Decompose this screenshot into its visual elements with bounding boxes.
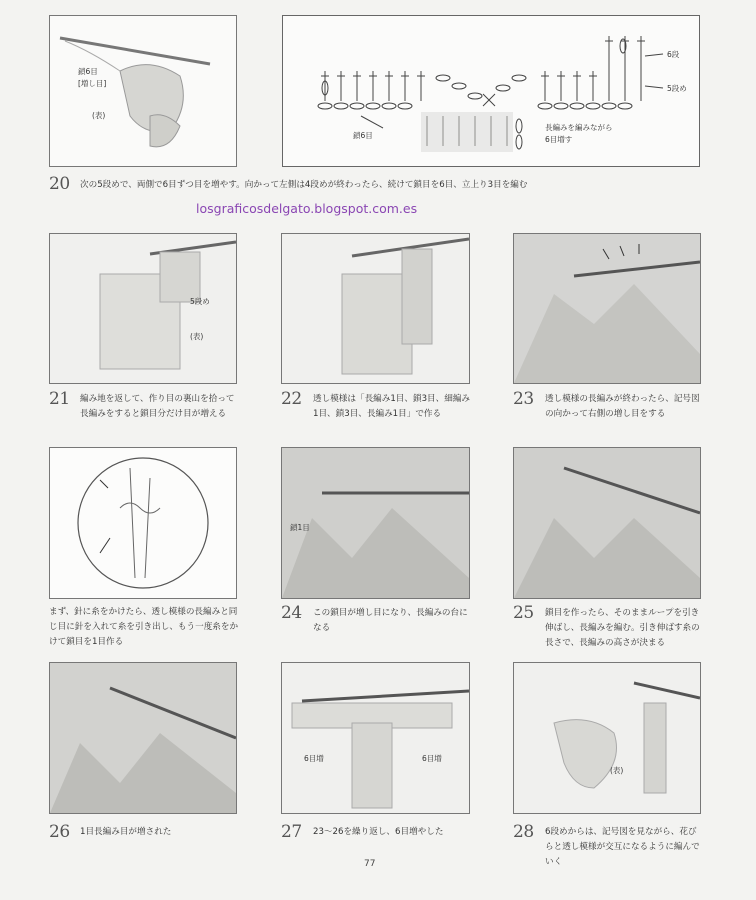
label-row5: 5段め xyxy=(667,84,687,93)
page-number: 77 xyxy=(364,859,376,869)
label-chain6: 鎖6目 xyxy=(78,67,98,76)
step-text: 編み地を返して、作り目の裏山を拾って長編みをすると鎖目分だけ目が増える xyxy=(80,394,235,419)
photo-step-24 xyxy=(281,447,470,599)
step-number: 21 xyxy=(49,389,70,409)
step-text: 透し模様は「長編み1目、鎖3目、細編み1目、鎖3目、長編み1目」で作る xyxy=(313,394,471,419)
label-increase-right: 6目増 xyxy=(422,754,442,763)
step-number: 28 xyxy=(513,822,534,842)
label-row6: 6段 xyxy=(667,50,680,59)
crochet-photo-20 xyxy=(50,16,236,166)
label-increase-note-1: 長編みを編みながら xyxy=(545,123,613,132)
label-increase: [増し目] xyxy=(78,79,107,88)
label-increase-left: 6目増 xyxy=(304,754,324,763)
step-text: 6段めからは、記号図を見ながら、花びらと透し模様が交互になるように編んでいく xyxy=(545,827,700,867)
label-chain6-diagram: 鎖6目 xyxy=(353,131,373,140)
step-number: 27 xyxy=(281,822,302,842)
step-number: 25 xyxy=(513,603,534,623)
step-number: 20 xyxy=(49,174,70,194)
step-number: 26 xyxy=(49,822,70,842)
photo-step-20 xyxy=(49,15,237,167)
photo-step-21 xyxy=(49,233,237,384)
label-chain1: 鎖1目 xyxy=(290,523,310,532)
step-number: 24 xyxy=(281,603,302,623)
step-text: 23～26を繰り返し、6目増やした xyxy=(313,827,444,837)
photo-step-23 xyxy=(513,233,701,384)
illustration-hook-insert xyxy=(49,447,237,599)
photo-step-27 xyxy=(281,662,470,814)
stitch-diagram xyxy=(283,16,699,166)
label-row5-photo: 5段め xyxy=(190,297,210,306)
photo-step-26 xyxy=(49,662,237,814)
step-text: 透し模様の長編みが終わったら、記号図の向かって右側の増し目をする xyxy=(545,394,700,419)
label-front: (表) xyxy=(92,111,106,120)
photo-step-25 xyxy=(513,447,701,599)
label-front-21: (表) xyxy=(190,332,204,341)
step-number: 22 xyxy=(281,389,302,409)
photo-step-22 xyxy=(281,233,470,384)
label-front-28: (表) xyxy=(610,766,624,775)
crochet-chart xyxy=(282,15,700,167)
step-number: 23 xyxy=(513,389,534,409)
step-text: まず、針に糸をかけたら、透し模様の長編みと同じ目に針を入れて糸を引き出し、もう一度糸をかけて鎖目を1目作る xyxy=(49,607,239,647)
step-text: 鎖目を作ったら、そのままループを引き伸ばし、長編みを編む。引き伸ばす糸の長さで、長編みの高さが決まる xyxy=(545,608,700,648)
photo-step-28 xyxy=(513,662,701,814)
step-text: この鎖目が増し目になり、長編みの台になる xyxy=(313,608,468,633)
watermark-url: losgraficosdelgato.blogspot.com.es xyxy=(196,201,418,216)
step-text: 1目長編み目が増された xyxy=(80,827,172,837)
step-text: 次の5段めで、両側で6目ずつ目を増やす。向かって左側は4段めが終わったら、続けて鎖目を6目、立上り3目を編む xyxy=(80,180,528,190)
label-increase-note-2: 6目増す xyxy=(545,135,573,144)
